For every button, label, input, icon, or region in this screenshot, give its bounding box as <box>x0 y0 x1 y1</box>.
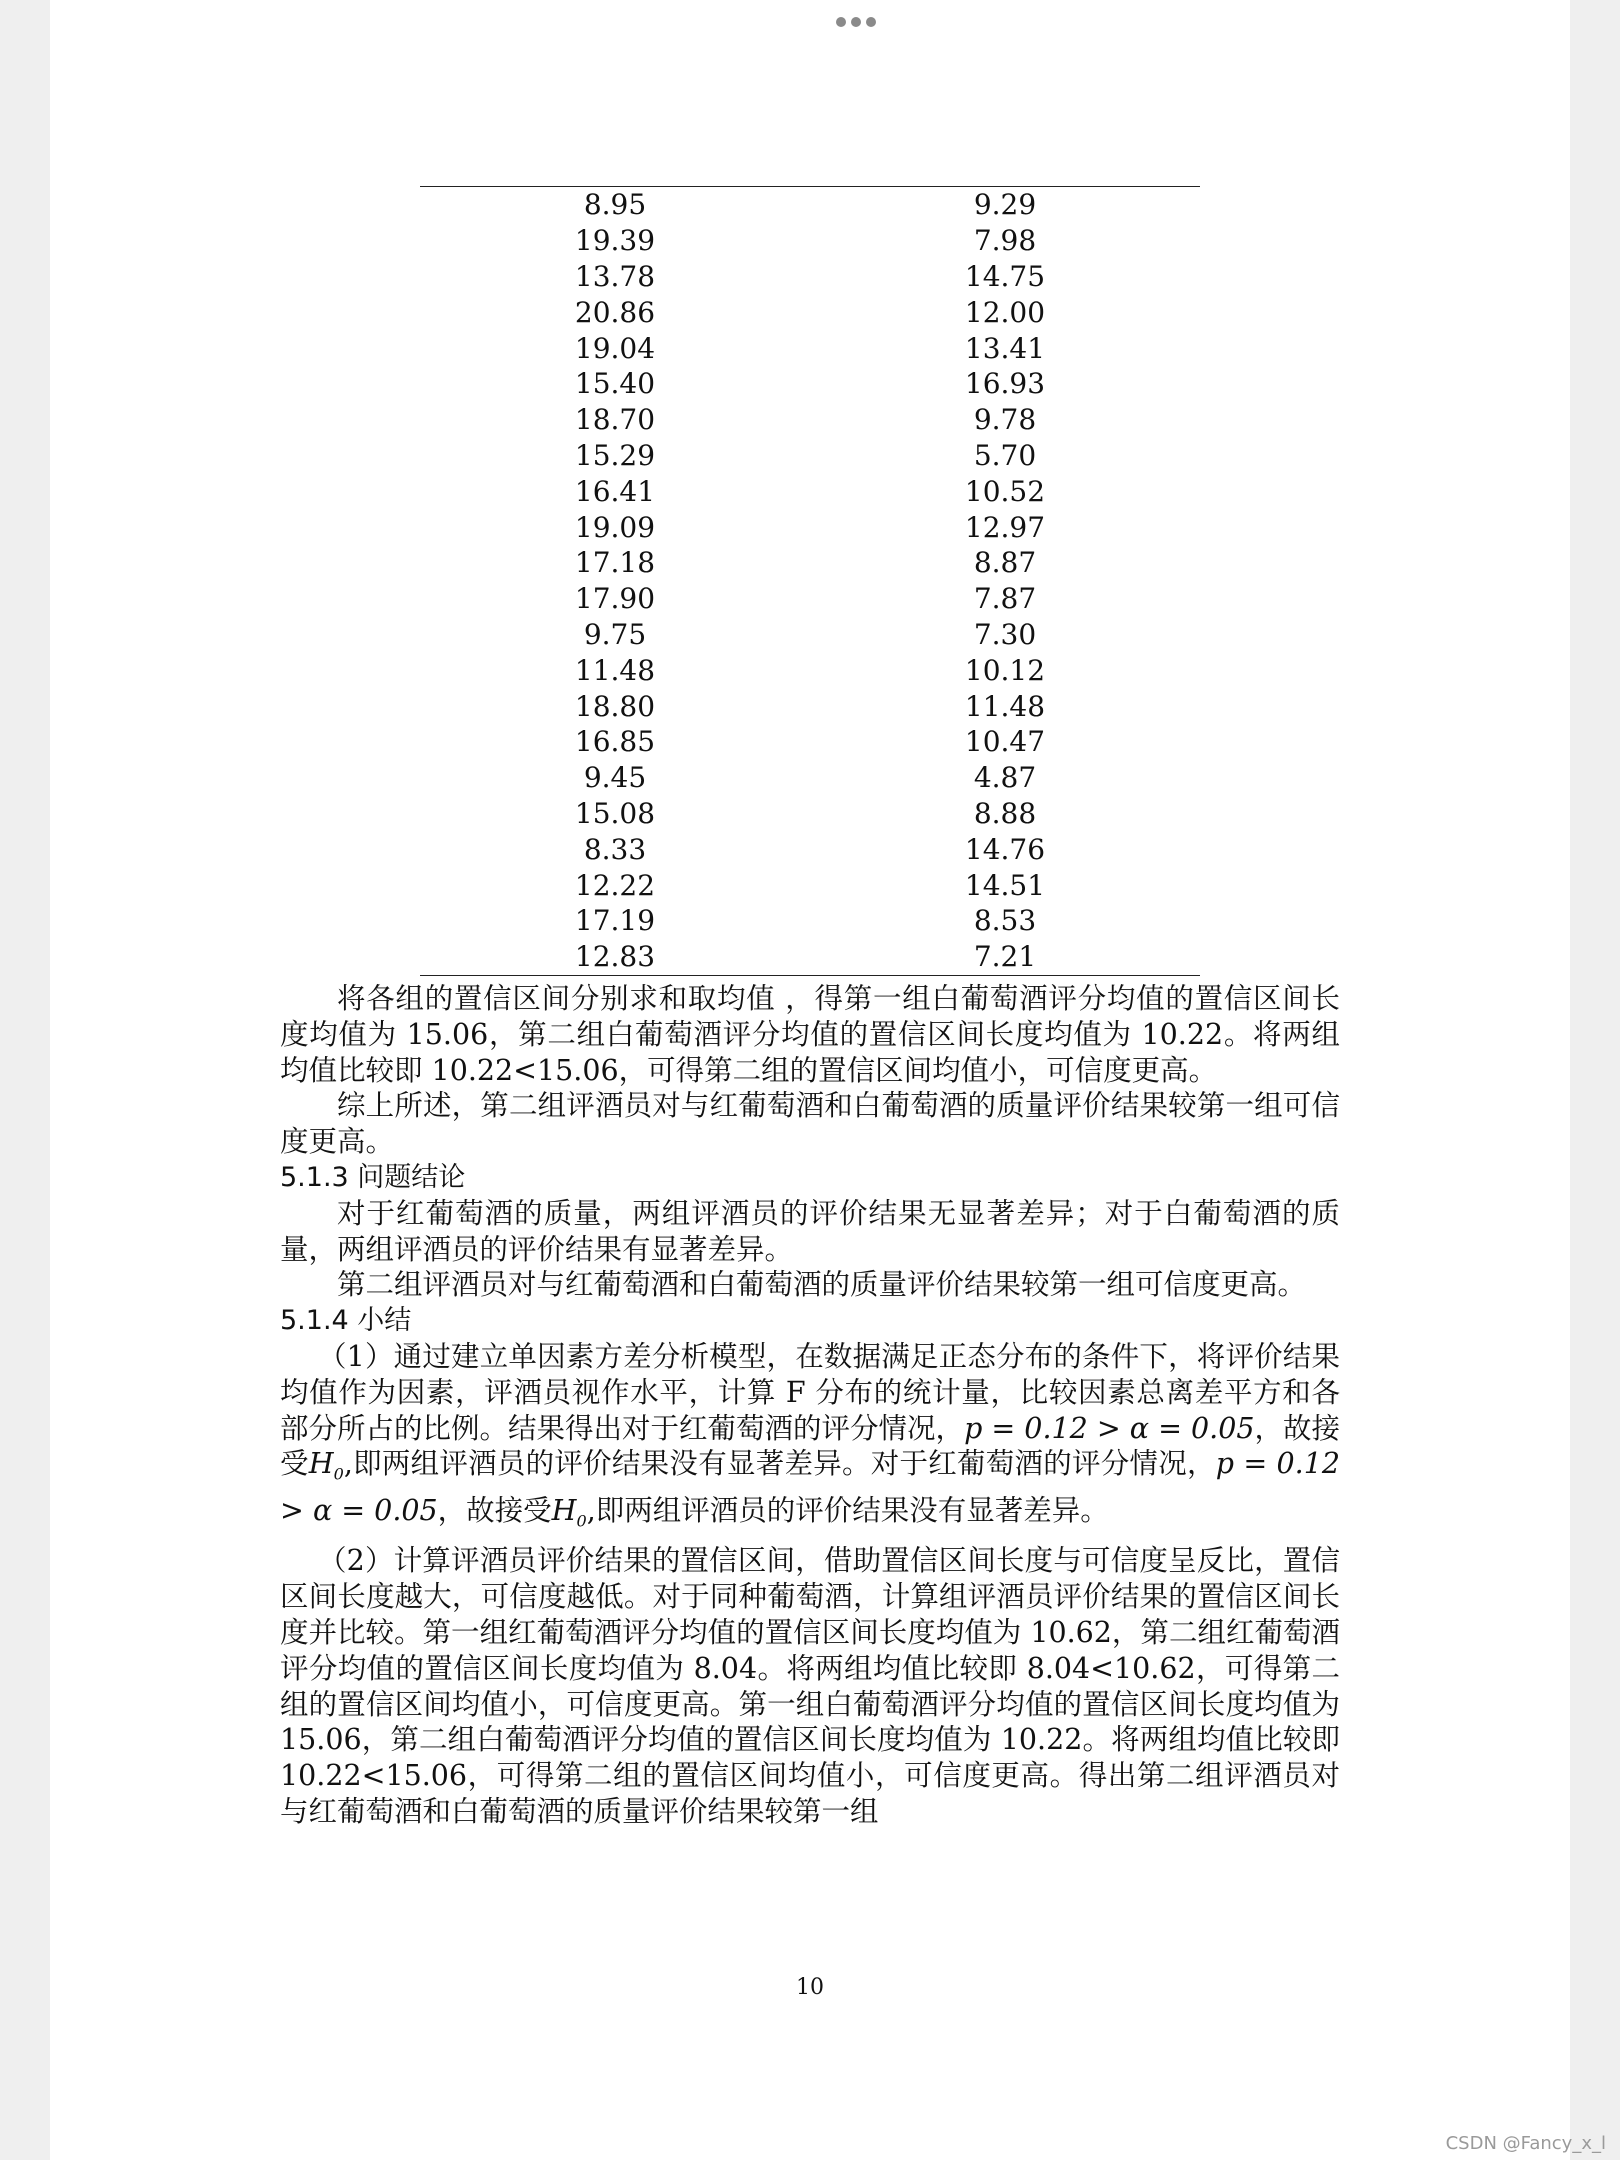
formula-p-value-2: p = 0.12 > α = 0.05 <box>280 1447 1340 1527</box>
table-row <box>420 330 1200 366</box>
table-cell-group2: 8.88 <box>973 796 1037 830</box>
table-row <box>420 617 1200 653</box>
table-cell-group1: 12.22 <box>574 868 656 902</box>
section-heading-514: 5.1.4 小结 <box>280 1305 412 1337</box>
table-cell-group1: 20.86 <box>574 295 656 329</box>
section-heading-513: 5.1.3 问题结论 <box>280 1161 466 1193</box>
watermark: CSDN @Fancy_x_l <box>1445 2133 1606 2154</box>
table-cell-group1: 15.40 <box>574 367 656 401</box>
table-row <box>420 724 1200 760</box>
table-row <box>420 581 1200 617</box>
table-cell-group2: 7.30 <box>973 617 1037 651</box>
table-cell-group2: 10.12 <box>964 653 1046 687</box>
table-row <box>420 796 1200 832</box>
table-cell-group1: 18.80 <box>574 689 656 723</box>
table-cell-group1: 17.90 <box>574 582 656 616</box>
table-cell-group2: 5.70 <box>973 438 1037 472</box>
paragraph-conclusion: 综上所述，第二组评酒员对与红葡萄酒和白葡萄酒的质量评价结果较第一组可信度更高。 <box>280 1089 1340 1159</box>
table-cell-group2: 8.53 <box>973 904 1037 938</box>
table-cell-group2: 12.00 <box>964 295 1046 329</box>
table-cell-group2: 11.48 <box>964 689 1046 723</box>
paragraph-result-2: 第二组评酒员对与红葡萄酒和白葡萄酒的质量评价结果较第一组可信度更高。 <box>337 1268 1307 1302</box>
table-row <box>420 438 1200 474</box>
table-cell-group1: 15.08 <box>574 796 656 830</box>
table-row <box>420 831 1200 867</box>
table-cell-group1: 17.18 <box>574 546 656 580</box>
table-row <box>420 223 1200 259</box>
table-cell-group1: 9.45 <box>583 761 647 795</box>
table-cell-group1: 16.85 <box>574 725 656 759</box>
more-options-icon[interactable] <box>836 17 876 27</box>
table-cell-group1: 11.48 <box>574 653 656 687</box>
table-cell-group2: 14.76 <box>964 832 1046 866</box>
paragraph-result-1: 对于红葡萄酒的质量，两组评酒员的评价结果无显著差异；对于白葡萄酒的质量，两组评酒员的评价结果有显著差异。 <box>280 1196 1340 1266</box>
table-cell-group1: 16.41 <box>574 474 656 508</box>
table-row <box>420 939 1200 975</box>
table-cell-group1: 19.39 <box>574 224 656 258</box>
table-cell-group1: 18.70 <box>574 403 656 437</box>
table-cell-group2: 7.87 <box>973 582 1037 616</box>
table-cell-group1: 13.78 <box>574 259 656 293</box>
paragraph-summary-2: （2）计算评酒员评价结果的置信区间，借助置信区间长度与可信度呈反比，置信区间长度越大，可信度越低。对于同种葡萄酒，计算组评酒员评价结果的置信区间长度并比较。第一组红葡萄酒评分均值的置信区间长度均值为 10.62，第二组红葡萄酒评分均值的置信区间长度均值为 8.04。将两组均值比较即 8.04<10.62，可得第二组的置信区间均值小，可信度更高。第一组白葡萄酒评分均值的置信区间长度均值为 15.06，第二组白葡萄酒评分均值的置信区间长度均值为 10.22。将两组均值比较即 10.22<15.06，可得第二组的置信区间均值小，可信度更高。得出第二组评酒员对与红葡萄酒和白葡萄酒的质量评价结果较第一组 <box>280 1544 1340 1828</box>
data-table <box>420 186 1200 976</box>
table-cell-group2: 14.51 <box>964 868 1046 902</box>
table-row <box>420 509 1200 545</box>
body-text <box>280 981 1340 1830</box>
table-row <box>420 259 1200 295</box>
table-cell-group2: 9.78 <box>973 403 1037 437</box>
table-row <box>420 688 1200 724</box>
table-row <box>420 366 1200 402</box>
table-cell-group2: 14.75 <box>964 259 1046 293</box>
table-cell-group2: 16.93 <box>964 367 1046 401</box>
page-number: 10 <box>796 1975 824 2000</box>
table-cell-group1: 8.95 <box>583 188 647 222</box>
table-cell-group2: 13.41 <box>964 331 1046 365</box>
table-row <box>420 652 1200 688</box>
table-cell-group2: 10.52 <box>964 474 1046 508</box>
table-row <box>420 473 1200 509</box>
table-cell-group1: 19.04 <box>574 331 656 365</box>
table-cell-group1: 15.29 <box>574 438 656 472</box>
table-cell-group2: 10.47 <box>964 725 1046 759</box>
table-cell-group1: 12.83 <box>574 940 656 974</box>
table-cell-group1: 8.33 <box>583 832 647 866</box>
table-cell-group1: 9.75 <box>583 617 647 651</box>
table-row <box>420 402 1200 438</box>
table-cell-group2: 8.87 <box>973 546 1037 580</box>
table-cell-group2: 7.21 <box>973 940 1037 974</box>
table-row <box>420 867 1200 903</box>
table-row <box>420 903 1200 939</box>
table-row <box>420 545 1200 581</box>
table-cell-group2: 7.98 <box>973 224 1037 258</box>
table-row <box>420 760 1200 796</box>
paragraph-summary-1: （1）通过建立单因素方差分析模型，在数据满足正态分布的条件下，将评价结果均值作为因素，评酒员视作水平，计算 F 分布的统计量，比较因素总离差平方和各部分所占的比例。结果得出对于红葡萄酒的评分情况，p = 0.12 > α = 0.05，故接受$H_0$,即两组评酒员的评价结果没有显著差异。对于红葡萄酒的评分情况，p = 0.12 > α = 0.05，故接受$H_0$,即两组评酒员的评价结果没有显著差异。 <box>280 1339 1340 1531</box>
formula-h0-2: $H_0$ <box>551 1493 587 1531</box>
table-row <box>420 187 1200 223</box>
formula-p-value-1: p = 0.12 > α = 0.05 <box>964 1411 1255 1445</box>
table-row <box>420 294 1200 330</box>
table-cell-group1: 19.09 <box>574 510 656 544</box>
formula-h0-1: $H_0$ <box>308 1447 344 1485</box>
table-cell-group2: 9.29 <box>973 188 1037 222</box>
table-cell-group2: 12.97 <box>964 510 1046 544</box>
table-cell-group2: 4.87 <box>973 761 1037 795</box>
paragraph-interval-summary: 将各组的置信区间分别求和取均值 ，得第一组白葡萄酒评分均值的置信区间长度均值为 15.06，第二组白葡萄酒评分均值的置信区间长度均值为 10.22。将两组均值比较即 10.22<15.06，可得第二组的置信区间均值小，可信度更高。 <box>280 982 1340 1087</box>
table-cell-group1: 17.19 <box>574 904 656 938</box>
